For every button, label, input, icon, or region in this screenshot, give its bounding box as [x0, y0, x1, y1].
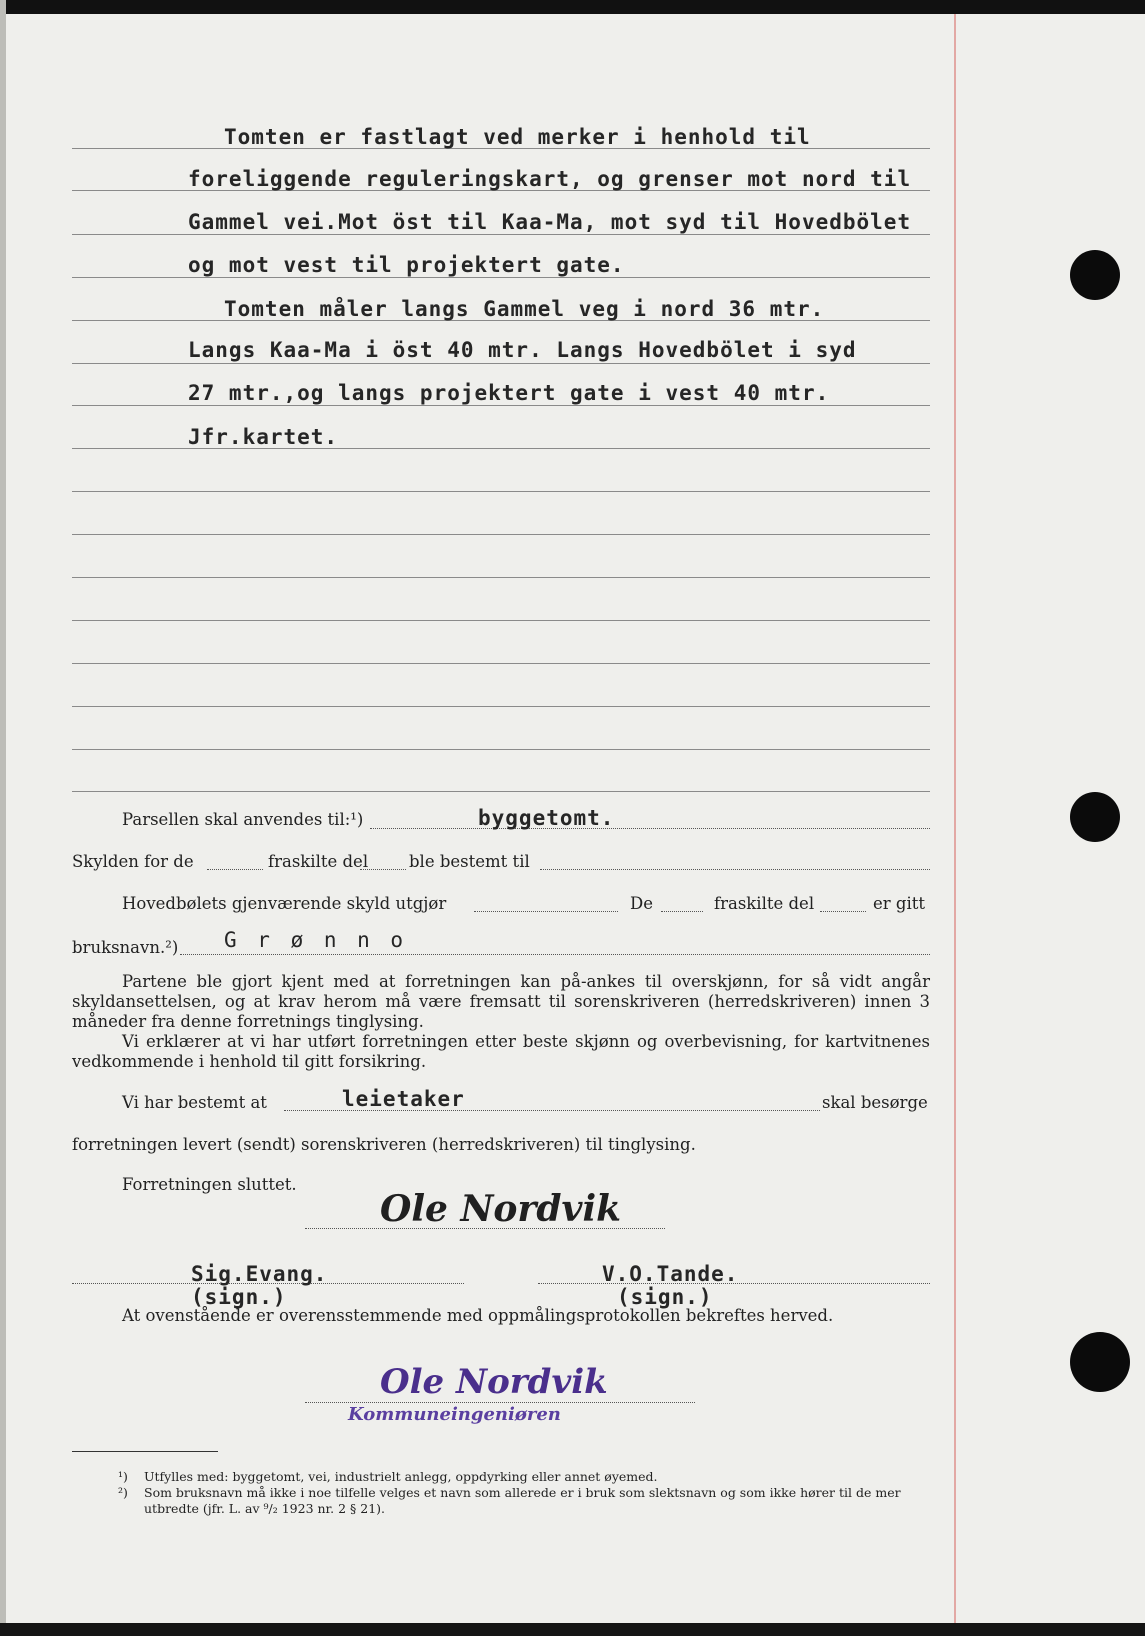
- witness-right-name: V.O.Tande.: [602, 1262, 739, 1286]
- typed-line-3: Gammel vei.Mot öst til Kaa-Ma, mot syd til Hovedbölet: [188, 210, 912, 234]
- scan-left-edge: [0, 0, 6, 1636]
- witness-right-sign: (sign.): [617, 1285, 713, 1309]
- sluttet-text: Forretningen sluttet.: [122, 1175, 297, 1194]
- ruled-line: [72, 534, 930, 535]
- punch-hole: [1070, 250, 1120, 300]
- ruled-line: [72, 234, 930, 235]
- witness-left-sign: (sign.): [191, 1285, 287, 1309]
- confirm-text: At ovenstående er overensstemmende med oppmålingsprotokollen bekreftes herved.: [122, 1306, 834, 1325]
- ruled-line: [72, 620, 930, 621]
- skylden-label-2: fraskilte del: [268, 852, 369, 871]
- bestemt-end: skal besørge: [822, 1093, 928, 1112]
- hoved-label-4: er gitt: [873, 894, 925, 913]
- vi-erklaerer-text: Vi erklærer at vi har utført forretningen etter beste skjønn og overbevisning, for kartvitnenes vedkommende i henhold til gitt forsikring.: [72, 1032, 930, 1071]
- scan-bottom-edge: [0, 1623, 1145, 1636]
- ruled-line: [72, 663, 930, 664]
- typed-line-7: 27 mtr.,og langs projektert gate i vest 40 mtr.: [188, 381, 830, 405]
- parsellen-value: byggetomt.: [478, 806, 615, 830]
- footnote-text: Som bruksnavn må ikke i noe tilfelle velges et navn som allerede er i bruk som slektsnavn og som ikke hører til de mer utbredte (jfr. L. av ⁹/₂ 1923 nr. 2 § 21).: [144, 1485, 901, 1516]
- dotted-fill-line: [820, 911, 866, 912]
- handwritten-signature: Ole Nordvik: [380, 1188, 622, 1230]
- hoved-label-2: De: [630, 894, 653, 913]
- punch-hole: [1070, 792, 1120, 842]
- ruled-line: [72, 491, 930, 492]
- footnote-2: [118, 1485, 930, 1517]
- dotted-fill-line: [207, 869, 263, 870]
- ruled-line: [72, 577, 930, 578]
- signature-line: [305, 1402, 695, 1403]
- typed-line-2: foreliggende reguleringskart, og grenser mot nord til: [188, 167, 912, 191]
- official-stamp: Kommuneingeniøren: [348, 1404, 561, 1425]
- scan-top-edge: [0, 0, 1145, 14]
- ruled-line: [72, 791, 930, 792]
- footnote-text: Utfylles med: byggetomt, vei, industrielt anlegg, oppdyrking eller annet øyemed.: [144, 1469, 658, 1484]
- punch-hole: [1070, 1332, 1130, 1392]
- dotted-fill-line: [661, 911, 703, 912]
- typed-line-1: Tomten er fastlagt ved merker i henhold til: [224, 125, 811, 149]
- footnote-separator: [72, 1451, 218, 1452]
- partene-paragraph: [72, 972, 930, 1072]
- ruled-line: [72, 749, 930, 750]
- parsellen-label: Parsellen skal anvendes til:¹): [122, 810, 364, 829]
- bruksnavn-value: G r ø n n o: [224, 928, 408, 952]
- typed-line-4: og mot vest til projektert gate.: [188, 253, 625, 277]
- footnote-mark: ²): [118, 1485, 128, 1500]
- typed-line-6: Langs Kaa-Ma i öst 40 mtr. Langs Hovedbölet i syd: [188, 338, 857, 362]
- bruksnavn-label: bruksnavn.²): [72, 938, 179, 957]
- hoved-label-3: fraskilte del: [714, 894, 815, 913]
- dotted-fill-line: [540, 869, 930, 870]
- dotted-fill-line: [474, 911, 618, 912]
- ruled-line: [72, 706, 930, 707]
- bestemt-label: Vi har bestemt at: [122, 1093, 267, 1112]
- partene-text: Partene ble gjort kjent med at forretningen kan på-ankes til overskjønn, for så vidt angår skyldansettelsen, og at krav herom må være fremsatt til sorenskriveren (herredskriveren) innen 3 måneder fra denne forretnings tinglysing.: [72, 972, 930, 1031]
- typed-line-8: Jfr.kartet.: [188, 425, 339, 449]
- handwritten-signature: Ole Nordvik: [380, 1362, 608, 1402]
- witness-left-name: Sig.Evang.: [191, 1262, 328, 1286]
- ruled-line: [72, 405, 930, 406]
- skylden-label-3: ble bestemt til: [409, 852, 530, 871]
- skylden-label-1: Skylden for de: [72, 852, 194, 871]
- margin-line: [954, 14, 956, 1623]
- dotted-fill-line: [370, 828, 930, 829]
- ruled-line: [72, 277, 930, 278]
- typed-line-5: Tomten måler langs Gammel veg i nord 36 mtr.: [224, 297, 825, 321]
- dotted-fill-line: [360, 869, 406, 870]
- levert-text: forretningen levert (sendt) sorenskriveren (herredskriveren) til tinglysing.: [72, 1135, 696, 1154]
- footnotes: [118, 1469, 930, 1517]
- footnote-mark: ¹): [118, 1469, 128, 1484]
- dotted-fill-line: [180, 954, 930, 955]
- hoved-label-1: Hovedbølets gjenværende skyld utgjør: [122, 894, 447, 913]
- ruled-line: [72, 363, 930, 364]
- footnote-1: [118, 1469, 930, 1485]
- bestemt-value: leietaker: [342, 1087, 465, 1111]
